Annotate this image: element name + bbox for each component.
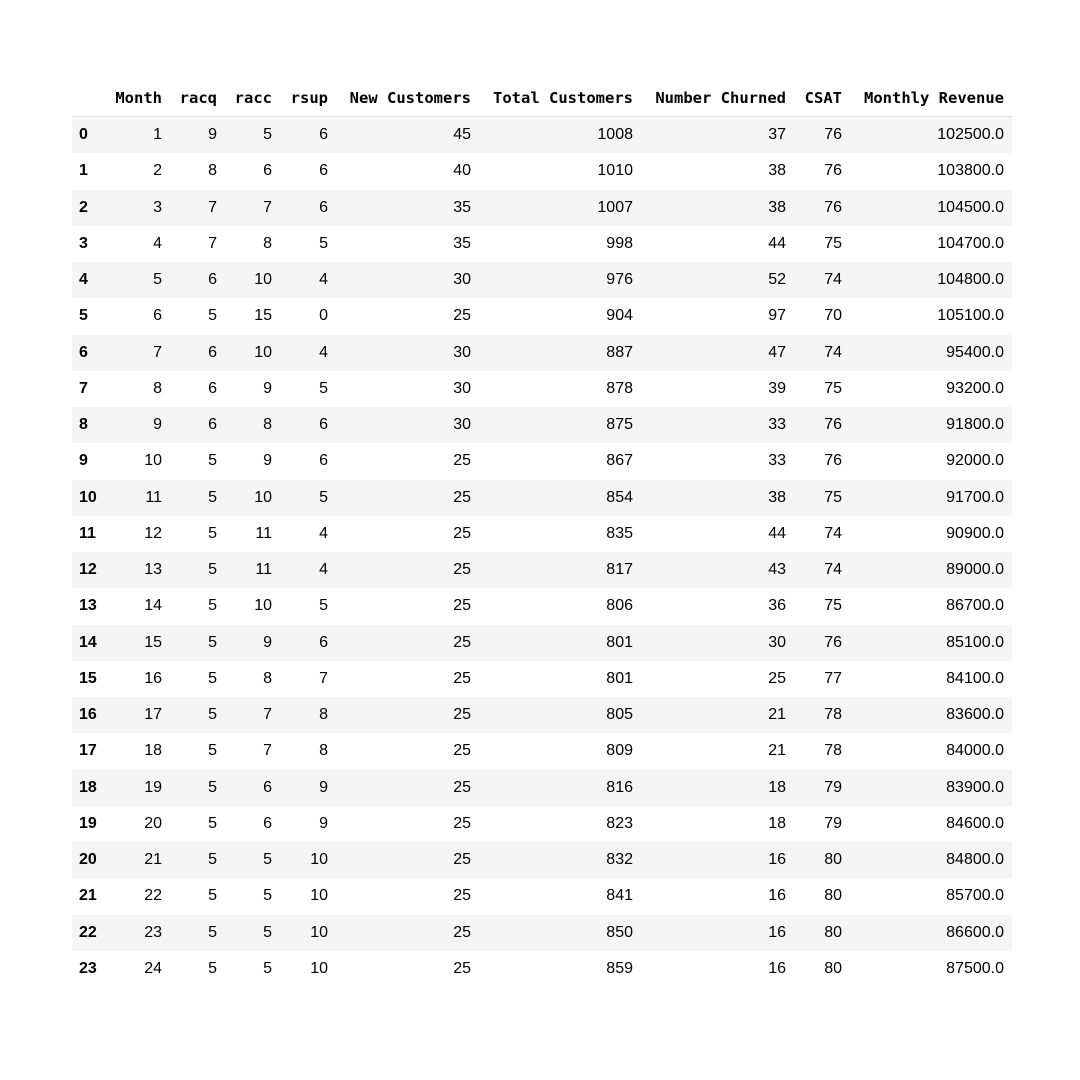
racq-cell: 5 — [208, 851, 217, 869]
csat-cell: 80 — [824, 923, 842, 941]
number-churned-cell: 16 — [768, 887, 786, 905]
number-churned-header: Number Churned — [641, 80, 794, 117]
racc-cell: 7 — [263, 742, 272, 760]
rsup-cell: 4 — [319, 271, 328, 289]
month-cell: 23 — [144, 923, 162, 941]
month-cell: 3 — [153, 198, 162, 216]
row-index: 21 — [79, 887, 97, 905]
csat-cell: 76 — [824, 452, 842, 470]
row-index: 20 — [79, 851, 97, 869]
number-churned-cell: 21 — [768, 706, 786, 724]
month-cell: 6 — [153, 307, 162, 325]
racc-cell: 5 — [263, 126, 272, 144]
racq-cell: 5 — [208, 814, 217, 832]
rsup-cell: 0 — [319, 307, 328, 325]
monthly-revenue-cell: 92000.0 — [946, 452, 1004, 470]
row-index: 18 — [79, 778, 97, 796]
racq-cell: 5 — [208, 923, 217, 941]
rsup-cell: 4 — [319, 561, 328, 579]
racq-cell: 5 — [208, 887, 217, 905]
table-row — [72, 915, 1012, 951]
monthly-revenue-cell: 104800.0 — [937, 271, 1004, 289]
racq-cell: 6 — [208, 271, 217, 289]
month-cell: 20 — [144, 814, 162, 832]
table-row — [72, 226, 1012, 262]
total-customers-cell: 816 — [606, 778, 633, 796]
monthly-revenue-cell: 84100.0 — [946, 669, 1004, 687]
total-customers-cell: 887 — [606, 343, 633, 361]
csat-cell: 75 — [824, 234, 842, 252]
monthly-revenue-cell: 84000.0 — [946, 742, 1004, 760]
racc-cell: 5 — [263, 887, 272, 905]
rsup-cell: 6 — [319, 416, 328, 434]
new-customers-cell: 30 — [453, 416, 471, 434]
month-cell: 18 — [144, 742, 162, 760]
number-churned-cell: 33 — [768, 416, 786, 434]
monthly-revenue-cell: 102500.0 — [937, 126, 1004, 144]
month-cell: 10 — [144, 452, 162, 470]
monthly-revenue-cell: 83600.0 — [946, 706, 1004, 724]
row-index: 3 — [79, 234, 88, 252]
new-customers-cell: 25 — [453, 778, 471, 796]
row-index: 11 — [79, 524, 96, 542]
total-customers-cell: 875 — [606, 416, 633, 434]
new-customers-cell: 40 — [453, 162, 471, 180]
monthly-revenue-cell: 91700.0 — [946, 488, 1004, 506]
new-customers-cell: 25 — [453, 488, 471, 506]
new-customers-cell: 25 — [453, 923, 471, 941]
row-index: 8 — [79, 416, 88, 434]
total-customers-cell: 809 — [606, 742, 633, 760]
total-customers-cell: 1008 — [597, 126, 633, 144]
racq-cell: 5 — [208, 307, 217, 325]
month-cell: 12 — [144, 524, 162, 542]
rsup-cell: 6 — [319, 162, 328, 180]
racc-cell: 5 — [263, 923, 272, 941]
monthly-revenue-cell: 91800.0 — [946, 416, 1004, 434]
rsup-cell: 5 — [319, 379, 328, 397]
table-row — [72, 371, 1012, 407]
row-index: 4 — [79, 271, 88, 289]
racq-cell: 5 — [208, 633, 217, 651]
table-row — [72, 443, 1012, 479]
table-row — [72, 262, 1012, 298]
row-index: 9 — [79, 452, 88, 470]
total-customers-cell: 806 — [606, 597, 633, 615]
monthly-revenue-header: Monthly Revenue — [850, 80, 1012, 117]
total-customers-cell: 854 — [606, 488, 633, 506]
racc-cell: 10 — [254, 597, 272, 615]
month-cell: 4 — [153, 234, 162, 252]
number-churned-cell: 30 — [768, 633, 786, 651]
csat-cell: 79 — [824, 778, 842, 796]
new-customers-cell: 25 — [453, 597, 471, 615]
racc-cell: 11 — [255, 561, 272, 579]
month-cell: 5 — [153, 271, 162, 289]
racq-cell: 5 — [208, 742, 217, 760]
row-index: 10 — [79, 488, 97, 506]
row-index: 1 — [79, 162, 88, 180]
total-customers-cell: 832 — [606, 851, 633, 869]
new-customers-cell: 25 — [453, 633, 471, 651]
month-header: Month — [106, 80, 170, 117]
number-churned-cell: 97 — [768, 307, 786, 325]
new-customers-cell: 25 — [453, 959, 471, 977]
csat-cell: 76 — [824, 416, 842, 434]
number-churned-cell: 38 — [768, 488, 786, 506]
rsup-cell: 4 — [319, 343, 328, 361]
table-row — [72, 480, 1012, 516]
monthly-revenue-cell: 84600.0 — [946, 814, 1004, 832]
new-customers-cell: 25 — [453, 561, 471, 579]
table-row — [72, 298, 1012, 334]
total-customers-cell: 976 — [606, 271, 633, 289]
number-churned-cell: 21 — [768, 742, 786, 760]
row-index: 2 — [79, 198, 88, 216]
csat-cell: 75 — [824, 488, 842, 506]
table-row — [72, 335, 1012, 371]
monthly-revenue-cell: 85700.0 — [946, 887, 1004, 905]
number-churned-cell: 43 — [768, 561, 786, 579]
racc-cell: 8 — [263, 234, 272, 252]
row-index: 16 — [79, 706, 97, 724]
rsup-cell: 10 — [310, 923, 328, 941]
month-cell: 9 — [153, 416, 162, 434]
monthly-revenue-cell: 90900.0 — [946, 524, 1004, 542]
csat-cell: 76 — [824, 162, 842, 180]
csat-cell: 74 — [824, 561, 842, 579]
table-header — [72, 80, 1012, 117]
csat-cell: 76 — [824, 633, 842, 651]
racq-cell: 5 — [208, 778, 217, 796]
racc-cell: 10 — [254, 343, 272, 361]
new-customers-cell: 30 — [453, 379, 471, 397]
rsup-cell: 5 — [319, 597, 328, 615]
racc-cell: 9 — [263, 452, 272, 470]
month-cell: 24 — [144, 959, 162, 977]
total-customers-cell: 850 — [606, 923, 633, 941]
month-cell: 2 — [153, 162, 162, 180]
month-cell: 22 — [144, 887, 162, 905]
new-customers-cell: 25 — [453, 742, 471, 760]
rsup-cell: 10 — [310, 959, 328, 977]
csat-cell: 80 — [824, 851, 842, 869]
table-row — [72, 878, 1012, 914]
row-index: 5 — [79, 307, 88, 325]
racc-cell: 8 — [263, 669, 272, 687]
monthly-revenue-cell: 87500.0 — [946, 959, 1004, 977]
number-churned-cell: 16 — [768, 923, 786, 941]
total-customers-cell: 801 — [606, 633, 633, 651]
number-churned-cell: 44 — [768, 234, 786, 252]
number-churned-cell: 36 — [768, 597, 786, 615]
csat-cell: 77 — [824, 669, 842, 687]
index-header — [72, 80, 106, 117]
monthly-revenue-cell: 89000.0 — [946, 561, 1004, 579]
total-customers-cell: 835 — [606, 524, 633, 542]
number-churned-cell: 37 — [768, 126, 786, 144]
racq-cell: 6 — [208, 343, 217, 361]
new-customers-cell: 25 — [453, 851, 471, 869]
month-cell: 16 — [144, 669, 162, 687]
number-churned-cell: 39 — [768, 379, 786, 397]
csat-cell: 79 — [824, 814, 842, 832]
table-row — [72, 806, 1012, 842]
table-row — [72, 770, 1012, 806]
month-cell: 7 — [153, 343, 162, 361]
total-customers-cell: 841 — [606, 887, 633, 905]
racc-cell: 5 — [263, 851, 272, 869]
row-index: 13 — [79, 597, 97, 615]
number-churned-cell: 16 — [768, 959, 786, 977]
monthly-revenue-cell: 105100.0 — [937, 307, 1004, 325]
csat-cell: 70 — [824, 307, 842, 325]
rsup-cell: 8 — [319, 706, 328, 724]
row-index: 17 — [79, 742, 97, 760]
csat-cell: 74 — [824, 524, 842, 542]
new-customers-cell: 25 — [453, 814, 471, 832]
row-index: 6 — [79, 343, 88, 361]
total-customers-header: Total Customers — [479, 80, 641, 117]
monthly-revenue-cell: 83900.0 — [946, 778, 1004, 796]
racc-cell: 6 — [263, 814, 272, 832]
total-customers-cell: 1010 — [597, 162, 633, 180]
racc-cell: 5 — [263, 959, 272, 977]
table-row — [72, 842, 1012, 878]
rsup-cell: 5 — [319, 488, 328, 506]
monthly-revenue-cell: 95400.0 — [946, 343, 1004, 361]
racq-cell: 5 — [208, 959, 217, 977]
dataframe-table — [72, 80, 1012, 987]
month-cell: 13 — [144, 561, 162, 579]
racc-cell: 6 — [263, 162, 272, 180]
racc-header: racc — [225, 80, 280, 117]
table-row — [72, 516, 1012, 552]
total-customers-cell: 998 — [606, 234, 633, 252]
total-customers-cell: 801 — [606, 669, 633, 687]
racq-cell: 5 — [208, 706, 217, 724]
table-row — [72, 407, 1012, 443]
csat-cell: 76 — [824, 198, 842, 216]
row-index: 0 — [79, 126, 88, 144]
new-customers-cell: 25 — [453, 887, 471, 905]
number-churned-cell: 52 — [768, 271, 786, 289]
table-row — [72, 951, 1012, 987]
new-customers-cell: 45 — [453, 126, 471, 144]
racq-cell: 6 — [208, 416, 217, 434]
monthly-revenue-cell: 103800.0 — [937, 162, 1004, 180]
new-customers-cell: 35 — [453, 234, 471, 252]
csat-cell: 78 — [824, 742, 842, 760]
monthly-revenue-cell: 104700.0 — [937, 234, 1004, 252]
total-customers-cell: 823 — [606, 814, 633, 832]
racc-cell: 6 — [263, 778, 272, 796]
number-churned-cell: 44 — [768, 524, 786, 542]
csat-cell: 80 — [824, 887, 842, 905]
csat-cell: 75 — [824, 597, 842, 615]
total-customers-cell: 878 — [606, 379, 633, 397]
new-customers-cell: 25 — [453, 452, 471, 470]
new-customers-cell: 25 — [453, 706, 471, 724]
csat-cell: 80 — [824, 959, 842, 977]
csat-cell: 74 — [824, 343, 842, 361]
month-cell: 15 — [144, 633, 162, 651]
monthly-revenue-cell: 93200.0 — [946, 379, 1004, 397]
csat-header: CSAT — [794, 80, 850, 117]
monthly-revenue-cell: 86600.0 — [946, 923, 1004, 941]
monthly-revenue-cell: 104500.0 — [937, 198, 1004, 216]
rsup-cell: 10 — [310, 887, 328, 905]
monthly-revenue-cell: 85100.0 — [946, 633, 1004, 651]
number-churned-cell: 25 — [768, 669, 786, 687]
rsup-cell: 6 — [319, 633, 328, 651]
csat-cell: 78 — [824, 706, 842, 724]
csat-cell: 75 — [824, 379, 842, 397]
monthly-revenue-cell: 84800.0 — [946, 851, 1004, 869]
rsup-cell: 4 — [319, 524, 328, 542]
rsup-cell: 9 — [319, 778, 328, 796]
rsup-cell: 6 — [319, 198, 328, 216]
table-row — [72, 588, 1012, 624]
rsup-header: rsup — [280, 80, 336, 117]
number-churned-cell: 38 — [768, 198, 786, 216]
racq-header: racq — [170, 80, 225, 117]
racc-cell: 11 — [255, 524, 272, 542]
racq-cell: 7 — [208, 198, 217, 216]
racq-cell: 5 — [208, 452, 217, 470]
total-customers-cell: 1007 — [597, 198, 633, 216]
racc-cell: 8 — [263, 416, 272, 434]
row-index: 19 — [79, 814, 97, 832]
table-row — [72, 117, 1012, 154]
rsup-cell: 9 — [319, 814, 328, 832]
dataframe-container — [72, 80, 1012, 987]
total-customers-cell: 805 — [606, 706, 633, 724]
row-index: 23 — [79, 959, 97, 977]
new-customers-cell: 35 — [453, 198, 471, 216]
racc-cell: 15 — [254, 307, 272, 325]
table-row — [72, 697, 1012, 733]
racq-cell: 5 — [208, 524, 217, 542]
racq-cell: 5 — [208, 488, 217, 506]
month-cell: 8 — [153, 379, 162, 397]
rsup-cell: 7 — [319, 669, 328, 687]
racq-cell: 7 — [208, 234, 217, 252]
racq-cell: 8 — [208, 162, 217, 180]
row-index: 14 — [79, 633, 97, 651]
number-churned-cell: 38 — [768, 162, 786, 180]
month-cell: 14 — [144, 597, 162, 615]
racc-cell: 10 — [254, 271, 272, 289]
table-row — [72, 190, 1012, 226]
number-churned-cell: 16 — [768, 851, 786, 869]
month-cell: 1 — [153, 126, 162, 144]
row-index: 12 — [79, 561, 97, 579]
table-row — [72, 625, 1012, 661]
rsup-cell: 10 — [310, 851, 328, 869]
total-customers-cell: 904 — [606, 307, 633, 325]
row-index: 22 — [79, 923, 97, 941]
table-row — [72, 552, 1012, 588]
rsup-cell: 6 — [319, 452, 328, 470]
table-row — [72, 661, 1012, 697]
racc-cell: 9 — [263, 379, 272, 397]
racc-cell: 9 — [263, 633, 272, 651]
csat-cell: 74 — [824, 271, 842, 289]
new-customers-cell: 30 — [453, 343, 471, 361]
racq-cell: 6 — [208, 379, 217, 397]
row-index: 7 — [79, 379, 88, 397]
table-row — [72, 733, 1012, 769]
new-customers-header: New Customers — [336, 80, 479, 117]
new-customers-cell: 25 — [453, 669, 471, 687]
racc-cell: 7 — [263, 706, 272, 724]
new-customers-cell: 25 — [453, 307, 471, 325]
total-customers-cell: 867 — [606, 452, 633, 470]
month-cell: 17 — [144, 706, 162, 724]
table-row — [72, 153, 1012, 189]
number-churned-cell: 33 — [768, 452, 786, 470]
table-body — [72, 117, 1012, 988]
rsup-cell: 5 — [319, 234, 328, 252]
total-customers-cell: 817 — [606, 561, 633, 579]
rsup-cell: 6 — [319, 126, 328, 144]
racc-cell: 7 — [263, 198, 272, 216]
racq-cell: 9 — [208, 126, 217, 144]
monthly-revenue-cell: 86700.0 — [946, 597, 1004, 615]
racc-cell: 10 — [254, 488, 272, 506]
csat-cell: 76 — [824, 126, 842, 144]
number-churned-cell: 47 — [768, 343, 786, 361]
racq-cell: 5 — [208, 669, 217, 687]
new-customers-cell: 25 — [453, 524, 471, 542]
month-cell: 21 — [144, 851, 162, 869]
number-churned-cell: 18 — [768, 814, 786, 832]
rsup-cell: 8 — [319, 742, 328, 760]
row-index: 15 — [79, 669, 97, 687]
racq-cell: 5 — [208, 561, 217, 579]
new-customers-cell: 30 — [453, 271, 471, 289]
header-row — [72, 80, 1012, 117]
racq-cell: 5 — [208, 597, 217, 615]
month-cell: 11 — [145, 488, 162, 506]
month-cell: 19 — [144, 778, 162, 796]
total-customers-cell: 859 — [606, 959, 633, 977]
number-churned-cell: 18 — [768, 778, 786, 796]
